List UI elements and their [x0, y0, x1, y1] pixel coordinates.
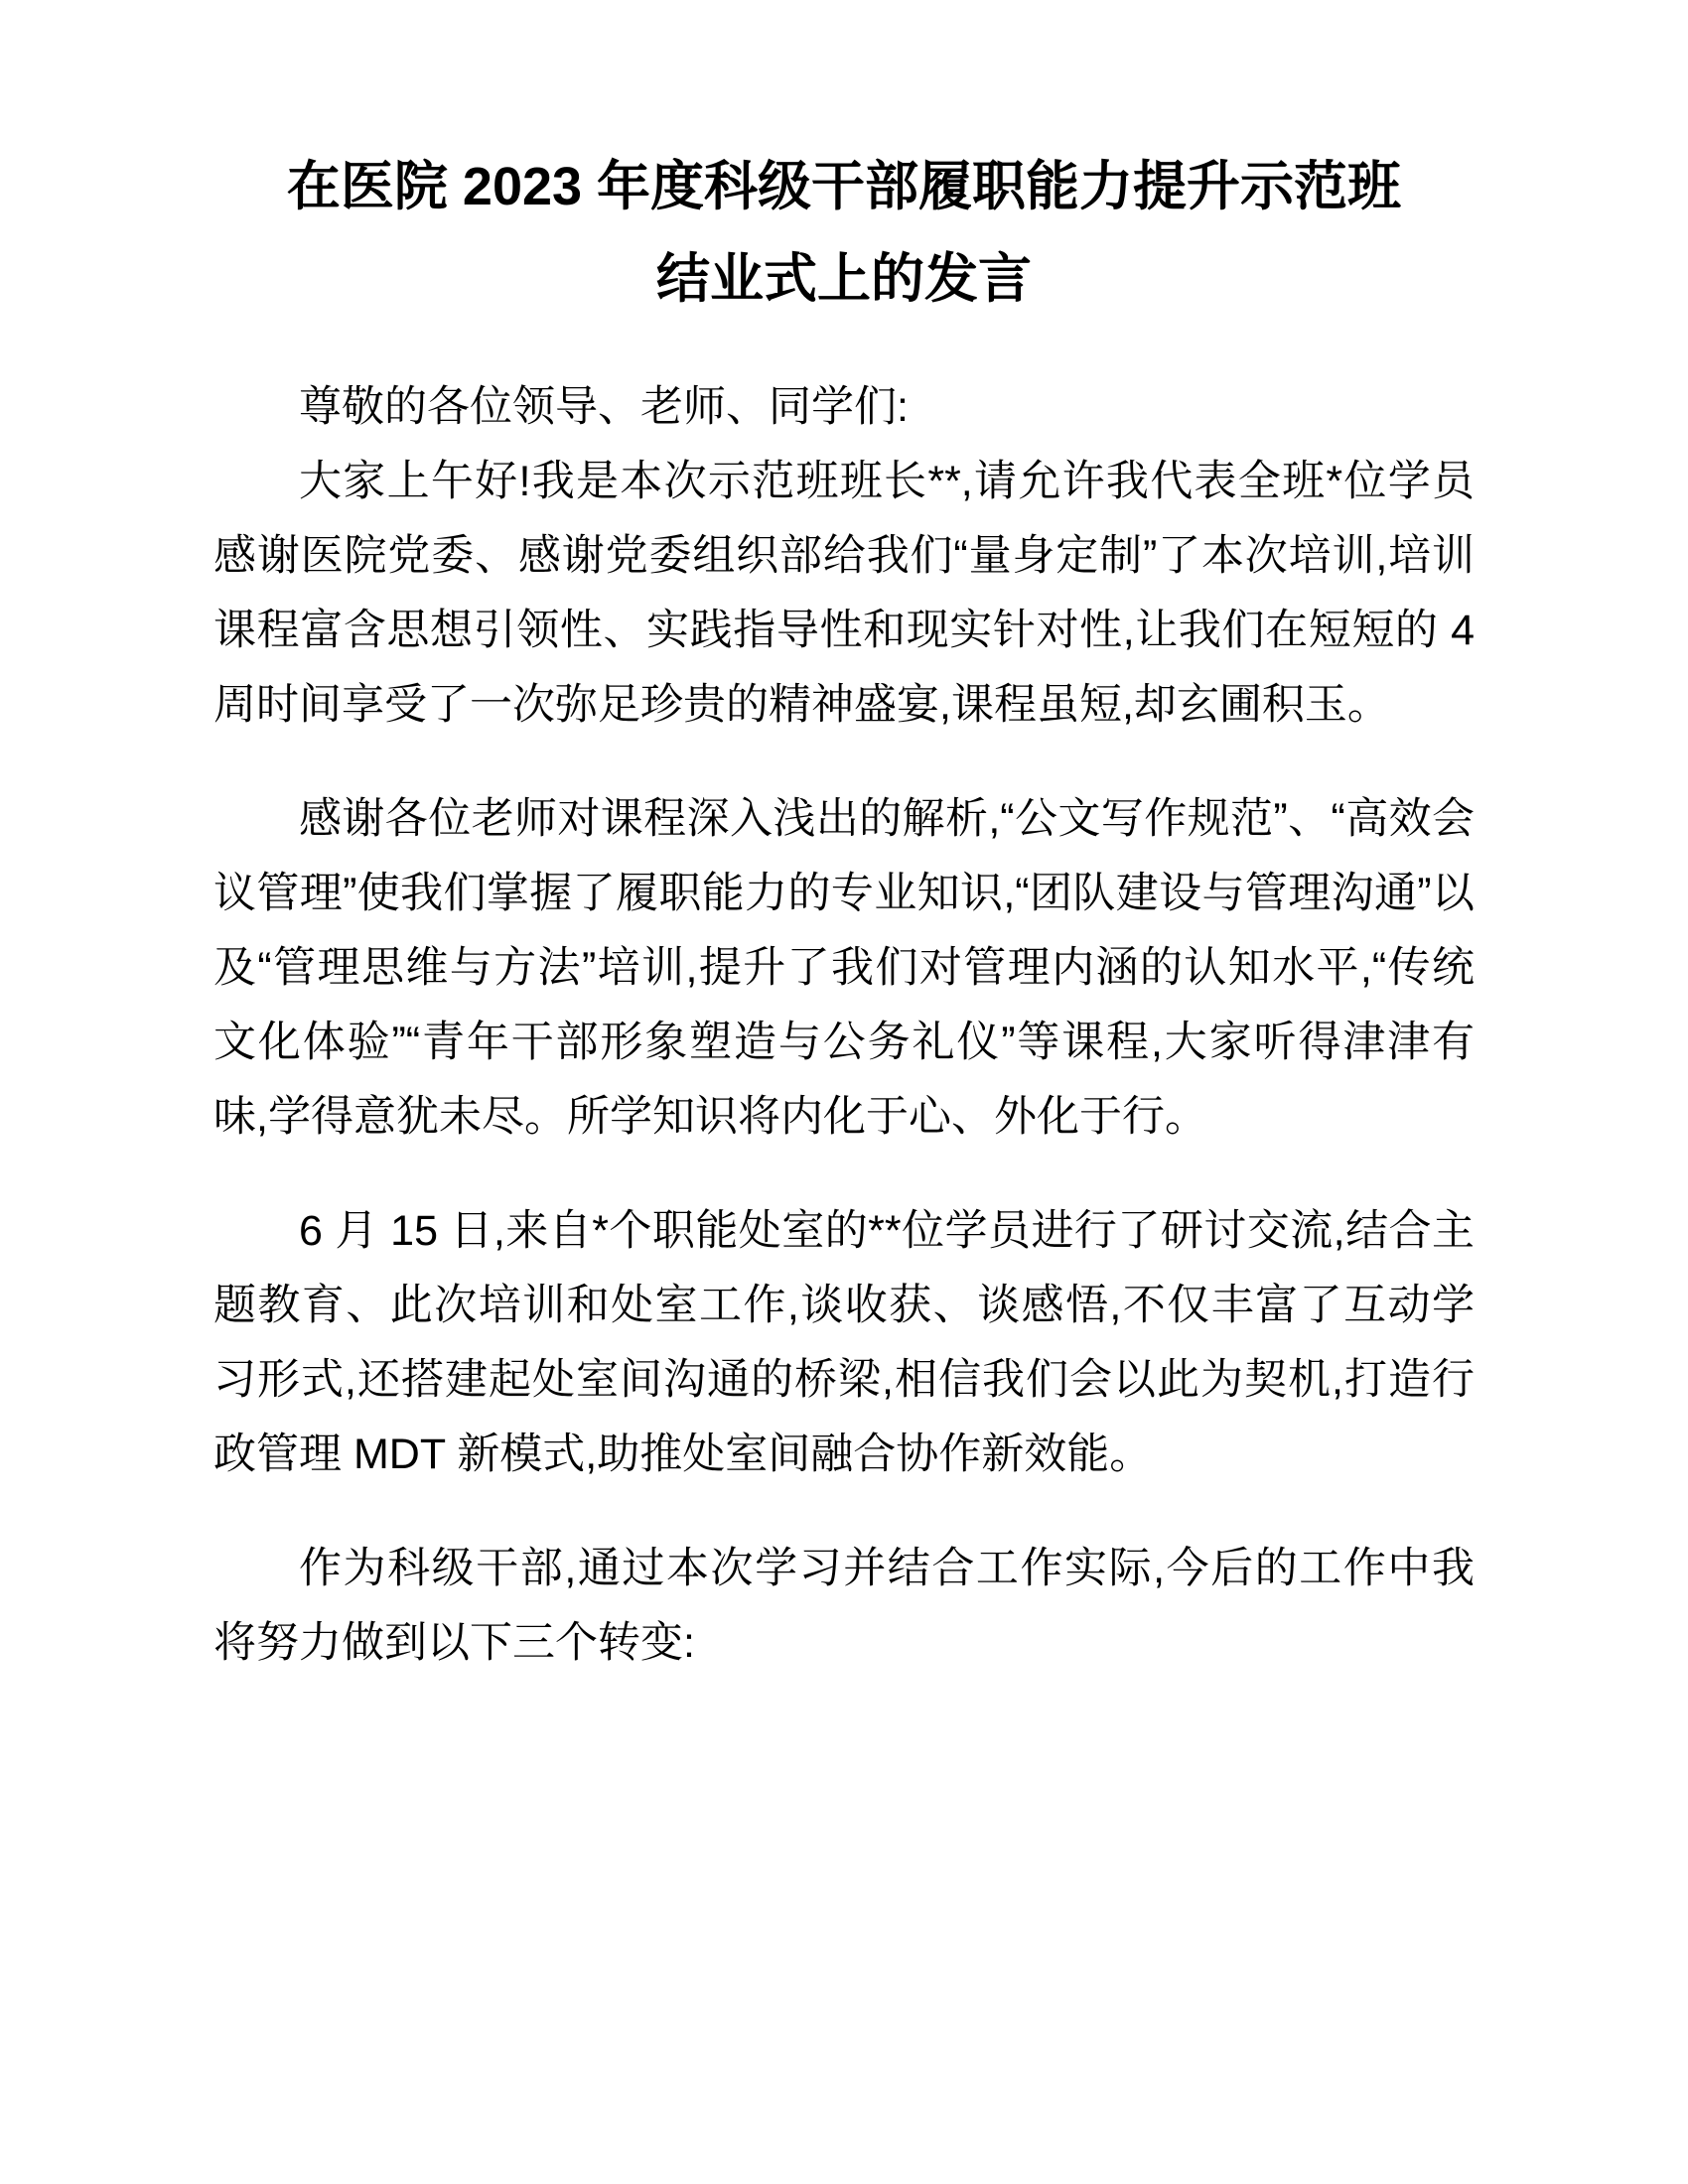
body-paragraph: 大家上午好!我是本次示范班班长**,请允许我代表全班*位学员感谢医院党委、感谢党委组织部给我们“量身定制”了本次培训,培训课程富含思想引领性、实践指导性和现实针对性,让我们在短短的 4 周时间享受了一次弥足珍贵的精神盛宴,课程虽短,却玄圃积玉。	[213, 458, 1475, 729]
body-paragraph: 作为科级干部,通过本次学习并结合工作实际,今后的工作中我将努力做到以下三个转变:	[213, 1545, 1475, 1667]
document-title-line-1: 在医院 2023 年度科级干部履职能力提升示范班	[286, 157, 1402, 216]
document-text	[213, 370, 1475, 1681]
document-title-line-2: 结业式上的发言	[656, 249, 1032, 309]
body-paragraph: 感谢各位老师对课程深入浅出的解析,“公文写作规范”、“高效会议管理”使我们掌握了履职能力的专业知识,“团队建设与管理沟通”以及“管理思维与方法”培训,提升了我们对管理内涵的认知水平,“传统文化体验”“青年干部形象塑造与公务礼仪”等课程,大家听得津津有味,学得意犹未尽。所学知识将内化于心、外化于行。	[213, 795, 1475, 1141]
body-paragraph: 6 月 15 日,来自*个职能处室的**位学员进行了研讨交流,结合主题教育、此次培训和处室工作,谈收获、谈感悟,不仅丰富了互动学习形式,还搭建起处室间沟通的桥梁,相信我们会以此为契机,打造行政管理 MDT 新模式,助推处室间融合协作新效能。	[213, 1207, 1475, 1478]
greeting-line: 尊敬的各位领导、老师、同学们:	[299, 383, 909, 431]
document-title	[213, 141, 1475, 326]
